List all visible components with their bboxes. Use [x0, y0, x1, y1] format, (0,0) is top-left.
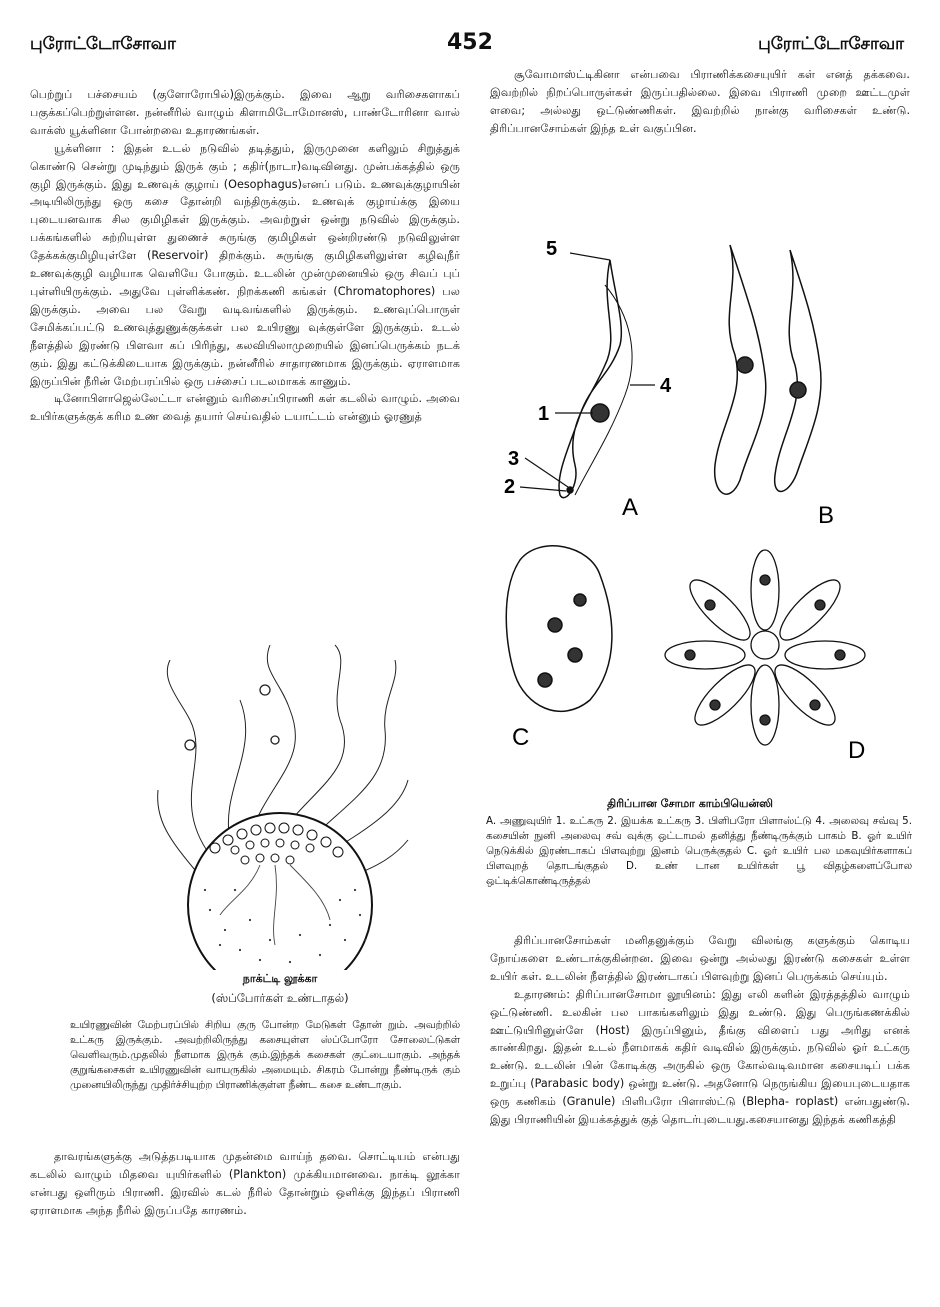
panel-b — [715, 245, 821, 494]
noctiluca-illustration — [150, 640, 410, 970]
left-figure-caption: உயிரணுவின் மேற்பரப்பில் சிறிய குரு போன்ற மேடுகள் தோன் றும். அவற்றில் உட்கரு இருக்கும். அவற்றிலிருந்து கசையுள்ள ஸ்ப்போரோ சோலைட்டுகள் வெளிவரும்.முதலில் நீளமாக இருக் கும்.இந்தக் கசைகள் குட்டையாகும். அந்தக் குறுங்கசைகள் உயிரணுவின் வாயருகில் அமையும். சிகரம் போன்று நீண்டிருக் கும் முனையிலிருந்து முதிர்ச்சியுற்ற பிராணிக்குள்ள நீண்ட கசை உண்டாகும். — [70, 1019, 460, 1091]
right-column-top — [490, 66, 910, 138]
panel-label-c: C — [512, 724, 530, 751]
panel-a — [559, 260, 632, 498]
left-figure-title: நாக்ட்டி லூக்கா — [242, 972, 318, 985]
right-column-bottom — [490, 932, 910, 1129]
panel-label-a: A — [622, 494, 639, 521]
figure-number-2: 2 — [504, 476, 516, 498]
paragraph: தாவரங்களுக்கு அடுத்தபடியாக முதன்மை வாய்ந் தவை. சொட்டியம் என்பது கடலில் வாழும் மிதவை யுயிர்களில் (Plankton) முக்கியமானவை. நாக்டி லூக்கா என்பது ஒளிரும் பிராணி. இரவில் கடல் நீரில் தோன்றும் ஒளிக்கு இந்தப் பிராணி ஏராளமாக அந்த நீரில் இருப்பதே காரணம். — [30, 1150, 460, 1217]
paragraph: திரிப்பானசோம்கள் மனிதனுக்கும் வேறு விலங்கு களுக்கும் கொடிய நோய்களை உண்டாக்குகின்றன. இவை ஒன்று அல்லது இரண்டு கசைகள் உள்ள உயிர் கள். உடலின் நீளத்தில் இரண்டாகப் பிளவுற்று இனப் பெருக்கம் செய்யும். — [490, 934, 910, 983]
right-figure-title: திரிப்பான சோமா காம்பியென்ஸி — [607, 797, 773, 810]
figure-number-3: 3 — [508, 448, 520, 470]
left-figure-subtitle: (ஸ்ப்போர்கள் உண்டாதல்) — [211, 991, 349, 1005]
panel-d — [665, 550, 865, 745]
right-figure-caption: A. அணுவுயிர் 1. உட்கரு 2. இயக்க உட்கரு 3. பிளிபரோ பிளாஸ்ட்டு 4. அலைவு சவ்வு 5. கசையின் நுனி அலைவு சவ் வுக்கு ஒட்டாமல் தனித்து நீண்டிருக்கும் பாகம் B. ஓர் உயிர் நெடுக்கில் இரண்டாகப் பிளவுற்று இனம் பெருக்குதல் C. ஓர் உயிர் பல மகவுயிர்களாகப் பிளவுறத் தொடங்குதல் D. உண் டான உயிர்கள் பூ விதழ்களைப்போல ஒட்டிக்கொண்டிருத்தல் — [486, 815, 912, 887]
paragraph: உதாரணம்: திரிப்பானசோமா லூயினம்: இது எலி களின் இரத்தத்தில் வாழும் ஒட்டுண்ணி. உலகின் பல பாகங்களிலும் இது உண்டு. இது பெருங்கணக்கில் ஊட்டுயிரினுள்ளே (Host) இருப்பினும், தீங்கு விளைப் பது அரிது எனக் காண்கிறது. இதன் உடல் நீளமாகக் கதிர் வடிவில் இருக்கும். நடுவில் ஓர் உட்கரு உண்டு. உடலின் பின் கோடிக்கு அருகில் ஒரு கோல்வடிவமான கசையடிப் பக்க உறுப்பு (Parabasic body) ஒன்று உண்டு. அதனோடு நெருங்கிய இயைபுடையதாக ஒரு கணிகம் (Granule) பிளிபரோ பிளாஸ்ட்டு (Blepha- roplast) என்பதுண்டு. இது பிராணியின் இயக்கத்துக் குத் தொடர்புடையது.கசையானது இந்தக் கணிகத்தி — [490, 987, 910, 1127]
sporozoite-heads — [185, 685, 279, 750]
paragraph: பெற்றுப் பச்சையம் (குளோரோபில்)இருக்கும். இவை ஆறு வரிசைகளாகப் பகுக்கப்பெற்றுள்ளன. நன்னீரில் வாழும் கிளாமிடோமோனஸ், பாண்டோரினா வால் வாக்ஸ் யூக்ளினா போன்றவை உதாரணங்கள். — [30, 88, 460, 137]
paragraph: சூவோமாஸ்ட்டிகினா என்பவை பிராணிக்கசையுயிர் கள் எனத் தக்கவை. இவற்றில் நிறப்பொருள்கள் இருப்பதில்லை. இவை பிராணி முறை ஊட்டமுள் ளவை; அல்லது ஒட்டுண்ணிகள். இவற்றில் நான்கு வரிசைகள் உண்டு. திரிப்பானசோம்கள் இந்த உள் வகுப்பின. — [490, 68, 910, 135]
paragraph: டினோபிளாஜெல்லேட்டா என்னும் வரிசைப்பிராணி கள் கடலில் வாழும். அவை உயிர்களுக்குக் கரிம உண வைத் தயார் செய்வதில் டயாட்டம் என்னும் ஓரணுத் — [30, 392, 460, 424]
panel-label-d: D — [848, 737, 866, 764]
left-column — [30, 86, 460, 426]
running-header-left: புரோட்டோசோவா — [30, 34, 176, 54]
figure-number-4: 4 — [660, 375, 672, 397]
figure-number-5: 5 — [546, 238, 558, 260]
noctiluca-cell — [188, 813, 372, 970]
panel-label-b: B — [818, 502, 835, 529]
running-header-right: புரோட்டோசோவா — [758, 34, 904, 54]
pointer-lines — [520, 253, 655, 491]
left-bottom-text — [30, 1148, 460, 1220]
page-number: 452 — [447, 30, 493, 55]
paragraph: யூக்ளினா : இதன் உடல் நடுவில் தடித்தும், இருமுனை களிலும் சிறுத்துக் கொண்டு சென்று முடிந்தும் இருக் கும் ; கதிர்(நாடா)வடிவினது. முன்பக்கத்தில் ஒரு குழி இருக்கும். இது உணவுக் குழாய் (Oesophagus)எனப் படும். உணவுக்குழாயின் அடியிலிருந்து ஒரு கசை தோன்றி வந்திருக்கும். உணவுக் குழாய்க்கு இயை புடையனவாக சில குமிழிகள் இருக்கும். அவற்றுள் ஒன்று நடுவில் இருக்கும். பக்கங்களில் சுற்றியுள்ள துணைச் சுருங்கு குமிழிகள் ஒன்றிரண்டு நடுவிலுள்ள தேக்கக்குமிழியுள்ளே (Reservoir) திறக்கும். சுருங்கு குமிழிகளிலுள்ள கழிவுநீர் உணவுக்குழி வழியாக வெளியே போகும். உடலின் முன்முனையில் ஒரு சிவப் புப் புள்ளியிருக்கும். அதுவே புள்ளிக்கண். நிறக்கணி கங்கள் (Chromatophores) பல இருக்கும். அவை பல வேறு வடிவங்களில் இருக்கும். உணவுப்பொருள் சேமிக்கப்பட்டு உணவுத்துணுக்குக்கள் பல உயிரணு வுக்குள்ளே இருக்கும். உடல் நீளத்தில் இரண்டு பிளவா கப் பிரிந்து, கலவியிலாமுறையில் இனப்பெருக்கம் நடக் கும். இது கட்டுக்கிடையாக இருக்கும். நன்னீரில் சாதாரணமாக இருக்கும். ஏராளமாக இருப்பின் நீரின் மேற்பரப்பில் ஒரு பச்சைப் படலமாகக் காணும். — [30, 141, 460, 388]
figure-number-1: 1 — [538, 403, 550, 425]
panel-c — [506, 546, 612, 711]
trypanosoma-illustration — [480, 225, 920, 785]
